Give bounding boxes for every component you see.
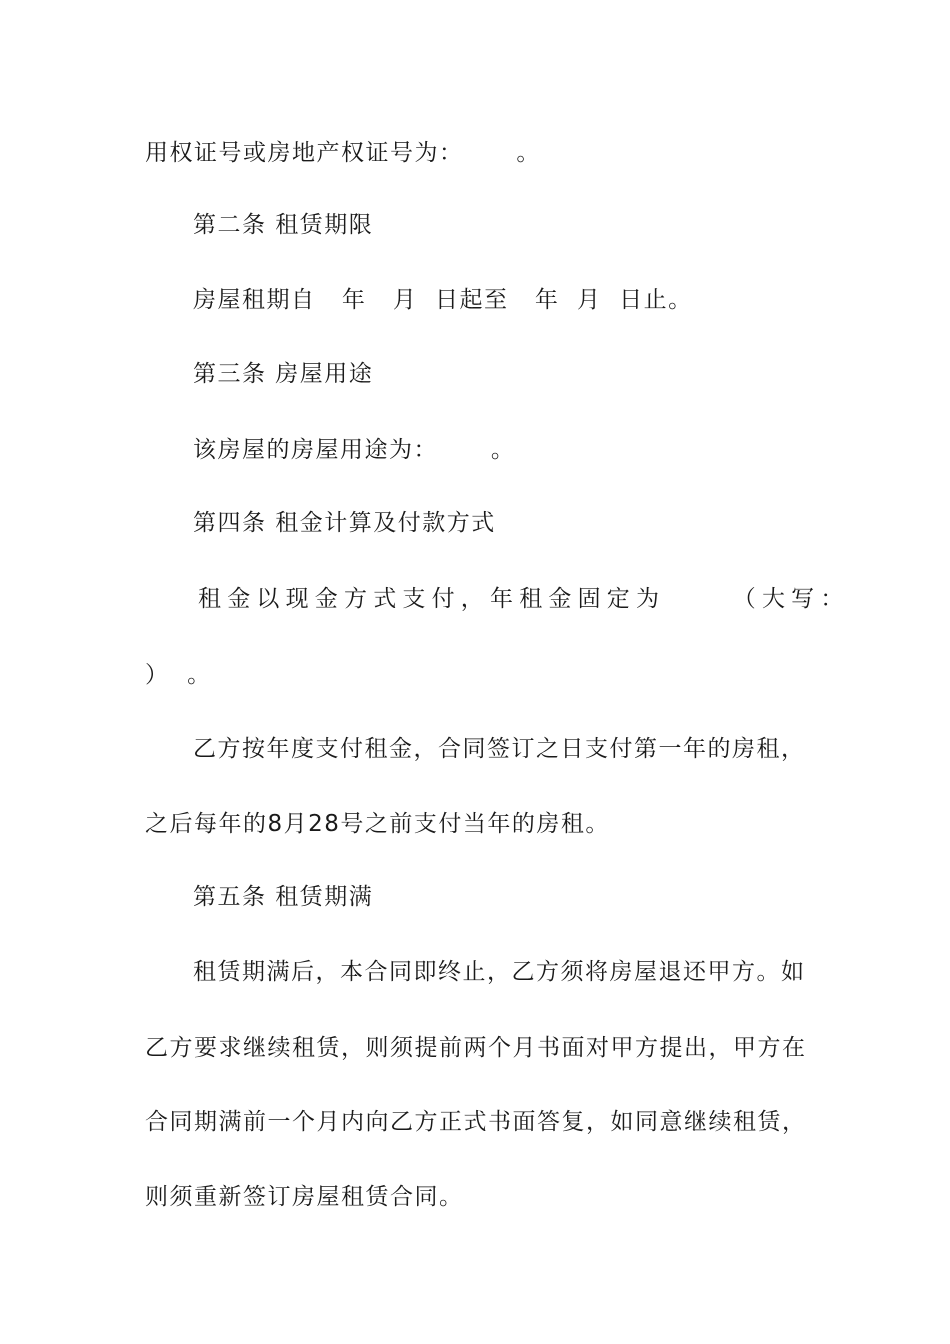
article-heading-lease-term: 第二条 租赁期限 bbox=[193, 212, 374, 238]
article-heading-rent: 第四条 租金计算及付款方式 bbox=[193, 510, 496, 536]
article-heading-usage: 第三条 房屋用途 bbox=[193, 361, 374, 387]
paragraph-line-expiry-4: 则须重新签订房屋租赁合同。 bbox=[145, 1184, 464, 1210]
article-heading-expiry: 第五条 租赁期满 bbox=[193, 884, 374, 910]
paragraph-line-usage: 该房屋的房屋用途为： 。 bbox=[193, 437, 516, 463]
paragraph-line-payment-2: 之后每年的8月28号之前支付当年的房租。 bbox=[145, 811, 610, 837]
paragraph-line-expiry-1: 租赁期满后，本合同即终止，乙方须将房屋退还甲方。如 bbox=[193, 959, 806, 985]
paragraph-line-certificate: 用权证号或房地产权证号为： 。 bbox=[145, 140, 541, 166]
paragraph-line-expiry-3: 合同期满前一个月内向乙方正式书面答复，如同意继续租赁， bbox=[145, 1109, 807, 1135]
paragraph-line-rent-amount-end: ） 。 bbox=[145, 662, 212, 688]
paragraph-line-payment-1: 乙方按年度支付租金，合同签订之日支付第一年的房租， bbox=[193, 736, 806, 762]
paragraph-line-lease-period: 房屋租期自 年 月 日起至 年 月 日止。 bbox=[193, 287, 693, 313]
paragraph-line-rent-amount: 租金以现金方式支付，年租金固定为 （大写： bbox=[198, 586, 850, 612]
paragraph-line-expiry-2: 乙方要求继续租赁，则须提前两个月书面对甲方提出，甲方在 bbox=[145, 1035, 807, 1061]
